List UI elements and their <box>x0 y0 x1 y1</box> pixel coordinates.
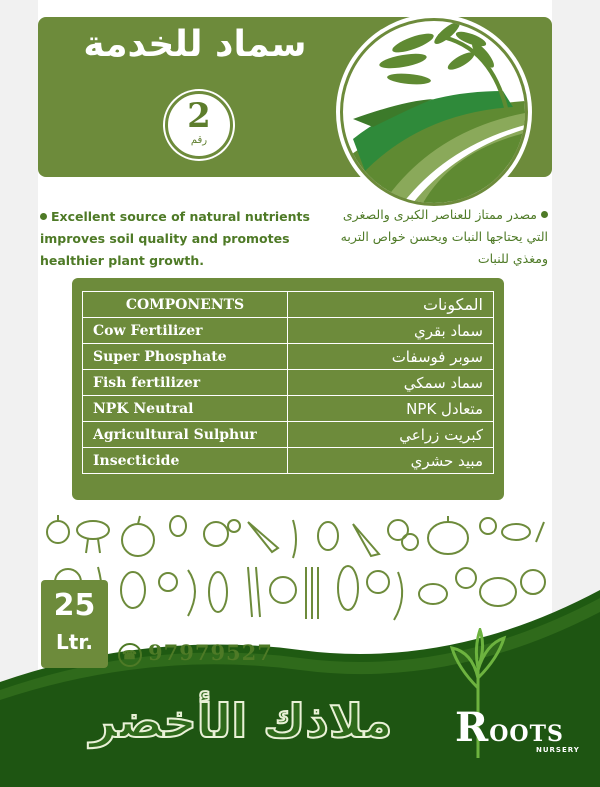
component-ar: متعادل NPK <box>288 396 494 422</box>
volume-box <box>41 580 108 668</box>
brand-rest: OOTS <box>489 721 564 747</box>
phone-icon: ☎ <box>118 643 142 667</box>
table-row <box>83 422 494 448</box>
volume-unit: Ltr. <box>56 630 93 654</box>
volume-number: 25 <box>53 588 96 623</box>
components-table <box>82 291 494 474</box>
brand-initial: R <box>455 704 490 751</box>
description-english <box>40 206 310 272</box>
component-ar: كبريت زراعي <box>288 422 494 448</box>
component-ar: سماد بقري <box>288 318 494 344</box>
phone-number: 97979527 <box>148 640 273 665</box>
component-ar: مبيد حشري <box>288 448 494 474</box>
component-en: Fish fertilizer <box>83 370 288 396</box>
description-arabic-text: مصدر ممتاز للعناصر الكبرى والصغرى التي يحتاجها النبات ويحسن خواص التربه ومغذي للنبات <box>340 207 548 266</box>
table-row <box>83 318 494 344</box>
table-header-row <box>83 292 494 318</box>
table-row <box>83 396 494 422</box>
description-arabic <box>318 204 548 270</box>
product-title: سماد للخدمة <box>83 24 307 65</box>
component-en: Agricultural Sulphur <box>83 422 288 448</box>
number-badge <box>165 91 233 159</box>
phone-contact <box>118 640 273 667</box>
brand-name-english <box>455 704 564 751</box>
header-components-en: COMPONENTS <box>83 292 288 318</box>
component-en: Super Phosphate <box>83 344 288 370</box>
table-row <box>83 344 494 370</box>
badge-number: 2 <box>187 96 211 136</box>
table-row <box>83 448 494 474</box>
component-en: Cow Fertilizer <box>83 318 288 344</box>
field-logo <box>340 18 528 206</box>
header-components-ar: المكونات <box>288 292 494 318</box>
component-en: Insecticide <box>83 448 288 474</box>
component-ar: سماد سمكي <box>288 370 494 396</box>
description-english-text: Excellent source of natural nutrients improves soil quality and promotes healthier plant growth. <box>40 209 310 268</box>
brand-name-arabic: ملاذك الأخضر <box>89 694 393 748</box>
bullet-dot-icon <box>541 211 548 218</box>
bullet-dot-icon <box>40 213 47 220</box>
component-en: NPK Neutral <box>83 396 288 422</box>
brand-subtitle: NURSERY <box>536 746 580 754</box>
field-wheat-icon <box>343 21 525 203</box>
table-row <box>83 370 494 396</box>
badge-label: رقم <box>190 135 208 146</box>
component-ar: سوبر فوسفات <box>288 344 494 370</box>
